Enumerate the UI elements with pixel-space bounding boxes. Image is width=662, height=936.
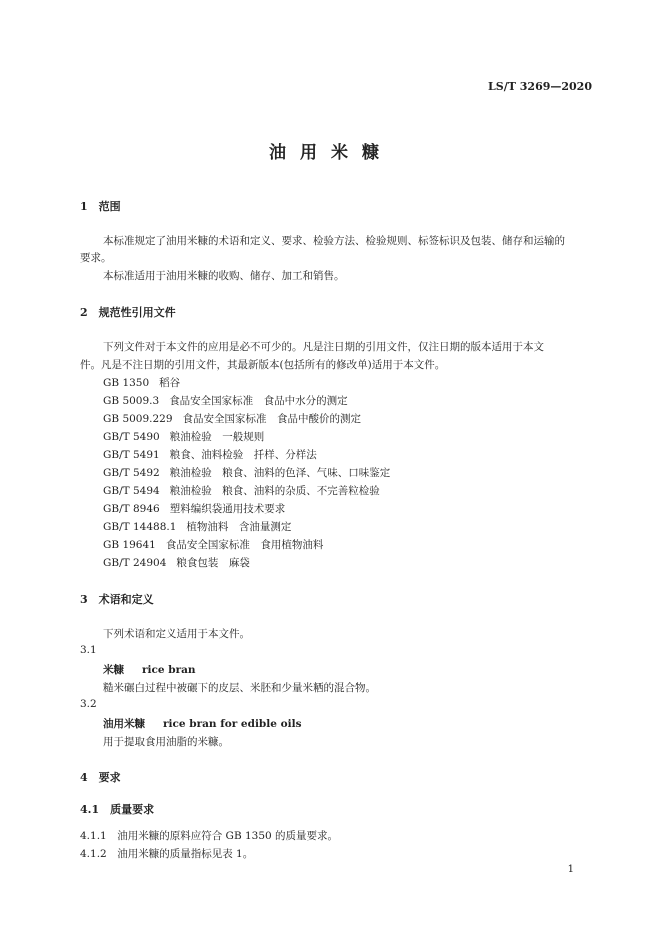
reference-item bbox=[103, 519, 291, 534]
reference-code: GB 5009.3 bbox=[103, 395, 160, 407]
term-chinese: 油用米糠 bbox=[103, 718, 145, 730]
reference-title: 食品安全国家标准 食用植物油料 bbox=[165, 539, 324, 551]
reference-title: 粮食包装 麻袋 bbox=[176, 557, 250, 569]
reference-item bbox=[103, 375, 180, 390]
clause-item: 4.1.2 油用米糠的质量指标见表 1。 bbox=[80, 848, 254, 860]
paragraph-line: 要求。 bbox=[80, 252, 112, 264]
document-title: 油用米糠 bbox=[269, 143, 393, 163]
reference-item bbox=[103, 429, 264, 444]
reference-code: GB 5009.229 bbox=[103, 413, 173, 425]
reference-title: 植物油料 含油量测定 bbox=[186, 521, 292, 533]
page-number: 1 bbox=[567, 864, 574, 875]
reference-item bbox=[103, 411, 361, 426]
reference-code: GB/T 8946 bbox=[103, 503, 160, 515]
term-entry bbox=[103, 662, 196, 677]
reference-item bbox=[103, 393, 348, 408]
section-heading-requirements: 4 要求 bbox=[80, 771, 121, 784]
reference-item bbox=[103, 465, 390, 480]
reference-title: 粮油检验 粮食、油料的杂质、不完善粒检验 bbox=[169, 485, 380, 497]
reference-code: GB/T 5490 bbox=[103, 431, 160, 443]
reference-code: GB/T 14488.1 bbox=[103, 521, 177, 533]
reference-title: 塑料编织袋通用技术要求 bbox=[169, 503, 286, 515]
document-number: LS/T 3269—2020 bbox=[488, 80, 592, 93]
term-definition: 糙米碾白过程中被碾下的皮层、米胚和少量米粞的混合物。 bbox=[103, 682, 376, 694]
section-heading-scope: 1 范围 bbox=[80, 200, 121, 213]
reference-code: GB/T 24904 bbox=[103, 557, 167, 569]
reference-title: 食品安全国家标准 食品中水分的测定 bbox=[169, 395, 348, 407]
reference-code: GB 1350 bbox=[103, 377, 150, 389]
reference-title: 粮油检验 一般规则 bbox=[169, 431, 265, 443]
reference-code: GB/T 5492 bbox=[103, 467, 160, 479]
reference-code: GB 19641 bbox=[103, 539, 156, 551]
reference-title: 食品安全国家标准 食品中酸价的测定 bbox=[182, 413, 362, 425]
paragraph-line: 下列文件对于本文件的应用是必不可少的。凡是注日期的引用文件，仅注日期的版本适用于本文 bbox=[103, 341, 544, 353]
reference-title: 稻谷 bbox=[159, 377, 181, 389]
subsection-heading-quality: 4.1 质量要求 bbox=[80, 803, 155, 816]
section-heading-terms: 3 术语和定义 bbox=[80, 593, 154, 606]
term-number: 3.1 bbox=[80, 644, 97, 656]
paragraph-line: 本标准适用于油用米糠的收购、储存、加工和销售。 bbox=[103, 270, 345, 282]
reference-item bbox=[103, 483, 380, 498]
reference-title: 粮食、油料检验 扦样、分样法 bbox=[169, 449, 317, 461]
clause-item: 4.1.1 油用米糠的原料应符合 GB 1350 的质量要求。 bbox=[80, 830, 339, 842]
term-chinese: 米糠 bbox=[103, 664, 124, 676]
reference-code: GB/T 5494 bbox=[103, 485, 160, 497]
paragraph-line: 件。凡是不注日期的引用文件，其最新版本(包括所有的修改单)适用于本文件。 bbox=[80, 359, 446, 371]
term-definition: 用于提取食用油脂的米糠。 bbox=[103, 736, 229, 748]
reference-item bbox=[103, 555, 250, 570]
paragraph-line: 本标准规定了油用米糠的术语和定义、要求、检验方法、检验规则、标签标识及包装、储存和运输的 bbox=[103, 235, 565, 247]
reference-item bbox=[103, 447, 317, 462]
reference-item bbox=[103, 537, 323, 552]
paragraph-line: 下列术语和定义适用于本文件。 bbox=[103, 628, 250, 640]
reference-item bbox=[103, 501, 285, 516]
term-number: 3.2 bbox=[80, 698, 97, 710]
term-english: rice bran for edible oils bbox=[163, 718, 302, 730]
section-heading-normative-references: 2 规范性引用文件 bbox=[80, 306, 176, 319]
term-english: rice bran bbox=[142, 664, 196, 676]
term-entry bbox=[103, 716, 302, 731]
reference-code: GB/T 5491 bbox=[103, 449, 160, 461]
reference-title: 粮油检验 粮食、油料的色泽、气味、口味鉴定 bbox=[169, 467, 391, 479]
